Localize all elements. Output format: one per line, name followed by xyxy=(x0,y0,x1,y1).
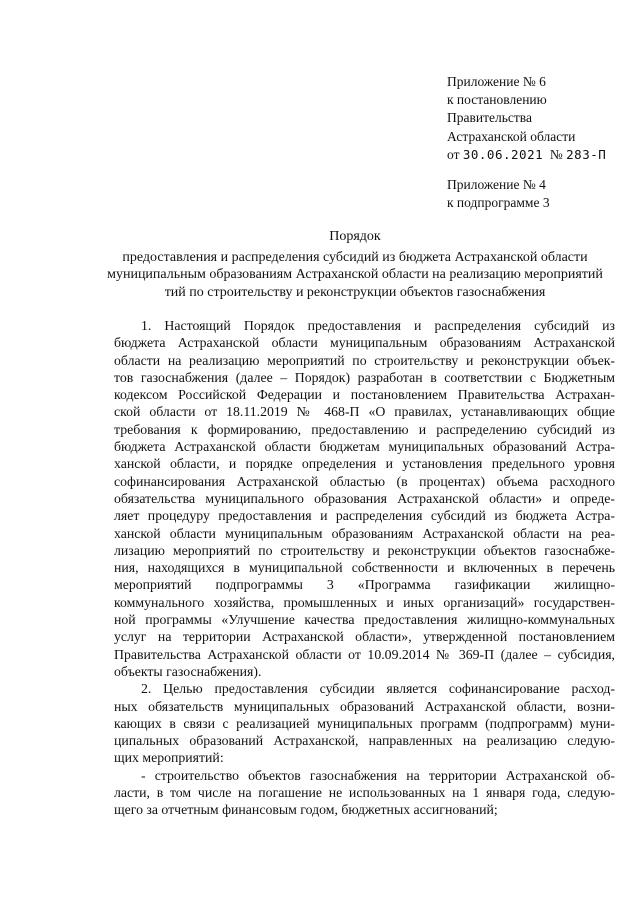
document-title xyxy=(60,228,640,301)
body-line: бюджета Астраханской области муниципальным образованиям Астраханской xyxy=(114,335,615,351)
decree-number: 283-П xyxy=(566,146,607,162)
body-line: мероприятий подпрограммы 3 «Программа газификации жилищно- xyxy=(114,577,615,593)
appendix-4-block xyxy=(447,176,637,212)
body-line: софинансирования Астраханской областью (в процентах) объема расходного xyxy=(114,473,615,489)
title-line: предоставления и распределения субсидий из бюджета Астраханской области xyxy=(122,249,588,265)
body-line: щих мероприятий: xyxy=(114,750,224,766)
body-line: - строительство объектов газоснабжения на территории Астраханской об- xyxy=(141,767,615,783)
body-line: кодексом Российской Федерации и постановлением Правительства Астрахан- xyxy=(114,387,615,403)
body-line: области на реализацию мероприятий по строительству и реконструкции объек- xyxy=(114,352,615,368)
body-line: лизацию мероприятий по строительству и реконструкции объектов газоснабже- xyxy=(114,542,615,558)
body-line: тов газоснабжения (далее – Порядок) разработан в соответствии с Бюджетным xyxy=(114,369,615,385)
body-line: требования к формированию, предоставлению и распределению субсидий из xyxy=(114,421,615,437)
body-line: ной программы «Улучшение качества предоставления жилищно-коммунальных xyxy=(114,612,615,628)
date-prefix: от xyxy=(447,146,463,162)
title-line: тий по строительству и реконструкции объектов газоснабжения xyxy=(164,284,546,300)
body-line: ской области от 18.11.2019 № 468-П «О правилах, устанавливающих общие xyxy=(114,404,615,420)
body-line: Правительства Астраханской области от 10.09.2014 № 369-П (далее – субсидия, xyxy=(114,646,615,662)
body-line: услуг на территории Астраханской области», утвержденной постановлением xyxy=(114,629,615,645)
appendix-6-block xyxy=(447,73,637,164)
appendix-6-line: Астраханской области xyxy=(447,128,576,144)
body-line: бюджета Астраханской области бюджетам муниципальных образований Астра- xyxy=(114,439,615,455)
body-line: ных обязательств муниципальных образований Астраханской области, возни- xyxy=(114,698,615,714)
decree-date: 30.06.2021 xyxy=(462,146,544,162)
title-heading: Порядок xyxy=(329,229,381,244)
body-line: щего за отчетным финансовым годом, бюджетных ассигнований; xyxy=(114,802,498,818)
body-line: объекты газоснабжения). xyxy=(114,663,262,679)
body-line: коммунального хозяйства, промышленных и иных организаций» государствен- xyxy=(114,594,615,610)
appendix-6-date-line xyxy=(447,146,637,164)
appendix-4-line: к подпрограмме 3 xyxy=(447,195,550,211)
appendix-6-line: Правительства xyxy=(447,110,532,126)
body-line: ния, находящихся в муниципальной собственности и включенных в перечень xyxy=(114,560,615,576)
title-line: муниципальным образованиям Астраханской области на реализацию мероприятий xyxy=(107,267,603,282)
appendix-6-line: к постановлению xyxy=(447,92,547,108)
body-line: ляет процедуру предоставления и распределения субсидий из бюджета Астра- xyxy=(114,508,615,524)
appendix-4-line: Приложение № 4 xyxy=(447,177,546,192)
document-body xyxy=(114,317,615,819)
body-line: 2. Целью предоставления субсидии является софинансирование расход- xyxy=(141,681,615,697)
body-line: кающих в связи с реализацией муниципальных программ (подпрограмм) муни- xyxy=(114,715,615,731)
body-line: ханской области муниципальным образованиям Астраханской области на реа- xyxy=(114,525,615,541)
body-line: ципальных образований Астраханской, направленных на реализацию следую- xyxy=(114,733,615,749)
body-line: 1. Настоящий Порядок предоставления и распределения субсидий из xyxy=(141,318,615,333)
body-line: ласти, в том числе на погашение не использованных на 1 января года, следую- xyxy=(114,785,615,801)
body-line: ханской области, и порядке определения и установления предельного уровня xyxy=(114,456,615,472)
number-prefix: № xyxy=(549,146,567,162)
body-line: обязательства муниципального образования Астраханской области» и опреде- xyxy=(114,490,615,506)
appendix-6-line: Приложение № 6 xyxy=(447,74,546,89)
